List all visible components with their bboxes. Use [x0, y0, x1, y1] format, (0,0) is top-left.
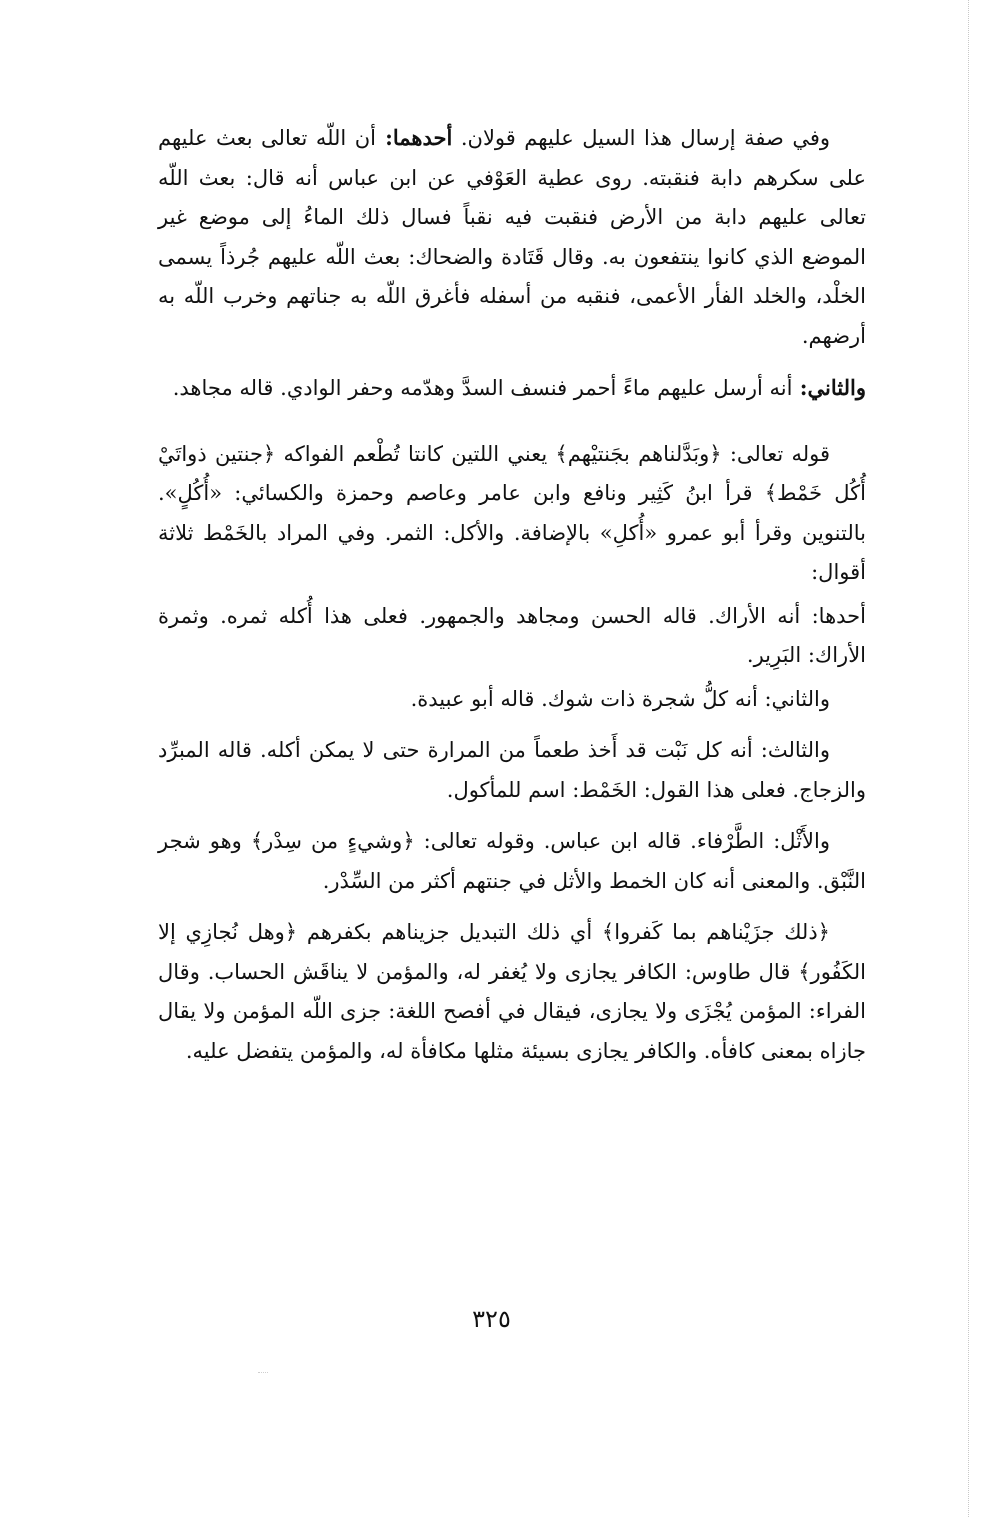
main-text — [158, 118, 866, 1083]
scan-speck — [258, 1372, 268, 1375]
scan-edge-line — [968, 0, 969, 1517]
paragraph-1-text: وفي صفة إرسال هذا السيل عليهم قولان. — [452, 126, 831, 150]
paragraph-second-meaning: والثاني: أنه كلُّ شجرة ذات شوك. قاله أبو عبيدة. — [410, 686, 830, 711]
paragraph-first-meaning: أحدها: أنه الأراك. قاله الحسن ومجاهد والجمهور. فعلى هذا أُكله ثمره. وثمرة الأراك: البَرِير. — [158, 603, 866, 667]
paragraph-1-rest: أن اللّه تعالى بعث عليهم على سكرهم دابة فنقبته. روى عطية العَوْفي عن ابن عباس أنه قال: بعث اللّه تعالى عليهم دابة من الأرض فنقبت فيه نقباً فسال ذلك الماءُ إلى موضع غير الموضع الذي كانوا ينتفعون به. وقال قَتَادة والضحاك: بعث اللّه عليهم جُرذاً يسمى الخلْد، والخلد الفأر الأعمى، فنقبه من أسفله فأغرق اللّه به جناتهم وخرب اللّه به أرضهم. — [158, 126, 866, 348]
paragraph-2-rest: أنه أرسل عليهم ماءً أحمر فنسف السدَّ وهدّمه وحفر الوادي. قاله مجاهد. — [172, 376, 793, 400]
paragraph-sail-intro — [158, 118, 866, 356]
paragraph-second-opinion — [158, 368, 866, 409]
page-number: ٣٢٥ — [472, 1305, 511, 1333]
paragraph-third-meaning: والثالث: أنه كل نَبْت قد أَخذ طعماً من المرارة حتى لا يمكن أكله. قاله المبرِّد والزجاج. فعلى هذا القول: الخَمْط: اسم للمأكول. — [158, 738, 866, 802]
paragraph-athl: والأَثْل: الطَّرْفاء. قاله ابن عباس. وقوله تعالى: ﴿وشيءٍ من سِدْر﴾ وهو شجر النَّبْق. والمعنى أنه كان الخمط والأثل في جنتهم أكثر من السِّدْر. — [158, 829, 866, 893]
paragraph-2-bold: والثاني: — [792, 375, 866, 400]
paragraph-jazaynahum: ﴿ذلك جزَيْناهم بما كَفروا﴾ أي ذلك التبديل جزيناهم بكفرهم ﴿وهل نُجازِي إلا الكَفُور﴾ قال طاوس: الكافر يجازى ولا يُغفر له، والمؤمن لا يناقَش الحساب. وقال الفراء: المؤمن يُجْزَى ولا يجازى، فيقال في أفصح اللغة: جزى اللّه المؤمن ولا يقال جازاه بمعنى كافأه. والكافر يجازى بسيئة مثلها مكافأة له، والمؤمن يتفضل عليه. — [158, 920, 866, 1063]
paragraph-verse-jannatain: قوله تعالى: ﴿وبَدَّلناهم بجَنتيْهم﴾ يعني اللتين كانتا تُطْعم الفواكه ﴿جنتين ذواتَيْ أُكُل خَمْط﴾ قرأ ابنُ كَثِير ونافع وابن عامر وعاصم وحمزة والكسائي: «أُكُلٍ». بالتنوين وقرأ أبو عمرو «أُكلِ» بالإضافة. والأكل: الثمر. وفي المراد بالخَمْط ثلاثة أقوال: — [158, 441, 866, 584]
paragraph-1-bold: أحدهما: — [376, 125, 453, 150]
